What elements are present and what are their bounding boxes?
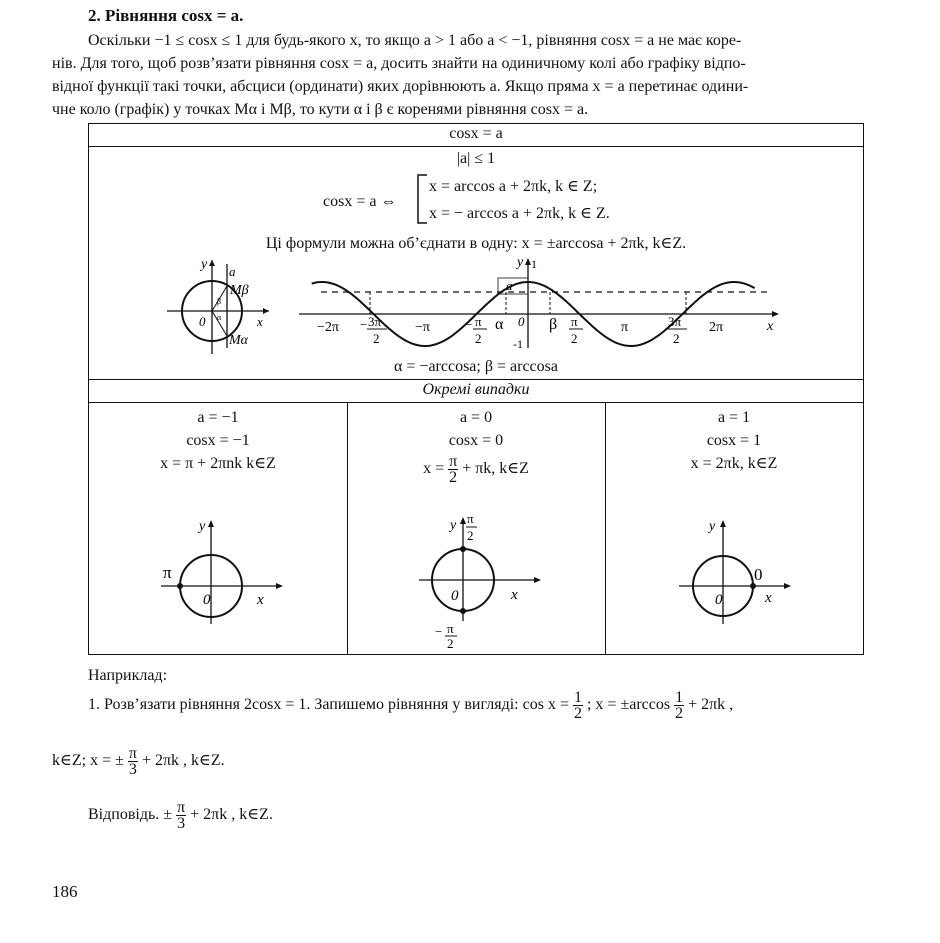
- tick-pi-num: π: [571, 314, 578, 329]
- case-equation: cosx = 1: [706, 432, 762, 449]
- cosine-graph: [297, 254, 783, 350]
- fraction-num: 1: [573, 689, 582, 706]
- x-axis-label: x: [257, 314, 263, 329]
- tick-half-den: 2: [673, 331, 680, 346]
- graph-one-label: 1: [531, 257, 537, 271]
- x-axis-label: x: [765, 590, 772, 606]
- m-beta-label: Mβ: [230, 283, 249, 298]
- tick-minus-sign: −: [360, 317, 368, 332]
- case-1: [89, 406, 347, 475]
- origin-label: 0: [715, 592, 723, 608]
- example-line-1: [88, 690, 733, 721]
- case-a-value: a = 0: [459, 409, 493, 426]
- example-text: 1. Розв’язати рівняння 2cosx = 1. Запишемо рівняння у вигляді: cos x =: [88, 696, 569, 714]
- case-2-circle: [417, 509, 547, 649]
- cos-equation-table: [88, 123, 864, 655]
- case-solution-num: π: [449, 453, 458, 470]
- case-point-top-den: 2: [467, 528, 474, 543]
- solution-line-1: x = arccos a + 2πk, k ∈ Z;: [429, 178, 598, 195]
- graph-minus-one-label: -1: [513, 337, 523, 350]
- case-3-circle: [677, 516, 807, 626]
- fraction-den: 3: [128, 761, 137, 778]
- case-solution-den: 2: [449, 469, 458, 486]
- y-axis-label: y: [450, 518, 457, 533]
- origin-label: 0: [451, 588, 459, 604]
- case-solution-post: + πk, k∈Z: [462, 460, 529, 478]
- fraction-den: 2: [573, 705, 582, 722]
- case-point-top-num: π: [467, 511, 474, 526]
- section-heading: 2. Рівняння cosx = a.: [88, 6, 244, 25]
- case-equation: cosx = 0: [448, 432, 504, 449]
- fraction-num: 1: [675, 689, 684, 706]
- special-cases-title: Окремі випадки: [422, 381, 530, 398]
- example-text: k∈Z; x = ±: [52, 752, 124, 770]
- example-label: Наприклад:: [88, 667, 168, 684]
- fraction-num: π: [128, 745, 137, 762]
- case-equation: cosx = −1: [186, 432, 250, 449]
- case-solution: x = π + 2πnk k∈Z: [160, 455, 276, 472]
- example-text: + 2πk , k∈Z.: [141, 752, 225, 770]
- case-point-bot-sign: −: [435, 624, 443, 639]
- fraction-den: 2: [675, 705, 684, 722]
- case-point-bot-den: 2: [447, 636, 454, 649]
- graph-origin-label: 0: [518, 314, 525, 329]
- m-alpha-label: Mα: [229, 333, 249, 348]
- condition: |a| ≤ 1: [456, 150, 496, 167]
- y-axis-label: y: [201, 257, 208, 272]
- case-a-value: a = −1: [197, 409, 239, 426]
- intro-line: чне коло (графік) у точках Mα і Mβ, то кути α і β є коренями рівняння cosx = a.: [52, 101, 589, 118]
- intro-paragraph: [52, 29, 864, 121]
- case-solution-pre: x =: [423, 460, 445, 478]
- answer-text: Відповідь. ±: [88, 806, 173, 824]
- graph-alpha-label: α: [495, 316, 504, 333]
- tick-minus-sign: −: [465, 317, 473, 332]
- tick-two-pi: 2π: [709, 320, 724, 335]
- case-point-label: π: [163, 563, 172, 582]
- intro-line: Оскільки −1 ≤ cosx ≤ 1 для будь-якого x, то якщо a > 1 або a < −1, рівняння cosx = a не має коре-: [88, 32, 742, 49]
- tick-minus-two-pi: −2π: [317, 320, 339, 335]
- case-solution: x = 2πk, k∈Z: [690, 455, 778, 472]
- intro-line: нів. Для того, щоб розв’язати рівняння cosx = a, досить знайти на одиничному колі або графіку відпо-: [52, 55, 746, 72]
- graph-a-label: a: [506, 278, 513, 293]
- example-line-2: [52, 746, 225, 777]
- table-header: cosx = a: [449, 125, 503, 142]
- case-point-label: 0: [754, 565, 763, 584]
- page-number: 186: [52, 882, 78, 901]
- beta-angle-label: β: [217, 297, 222, 306]
- intro-line: відної функції такі точки, абсциси (ординати) яких дорівнюють a. Якщо пряма x = a перетинає одини-: [52, 78, 749, 95]
- alpha-angle-label: α: [217, 313, 222, 322]
- tick-minus-pi: −π: [415, 320, 430, 335]
- answer-line: [88, 800, 273, 831]
- x-axis-label: x: [257, 592, 264, 608]
- y-axis-label: y: [199, 519, 206, 534]
- graph-y-label: y: [517, 255, 524, 270]
- origin-label: 0: [203, 592, 211, 608]
- solution-line-2: x = − arccos a + 2πk, k ∈ Z.: [429, 205, 610, 222]
- y-axis-label: y: [709, 519, 716, 534]
- fraction-num: π: [177, 799, 186, 816]
- case-point-bot-num: π: [447, 621, 454, 636]
- tick-half-den: 2: [475, 331, 482, 346]
- example-text: + 2πk ,: [688, 696, 734, 714]
- graph-x-label: x: [767, 319, 774, 334]
- tick-pi: π: [621, 320, 629, 335]
- x-axis-label: x: [511, 587, 518, 603]
- graph-beta-label: β: [549, 316, 558, 333]
- case-2: [347, 406, 605, 485]
- combined-formula: Ці формули можна об’єднати в одну: x = ±arccosa + 2πk, k∈Z.: [265, 235, 687, 252]
- example-text: ; x = ±arccos: [586, 696, 671, 714]
- fraction-den: 3: [177, 815, 186, 832]
- case-1-circle: [159, 516, 289, 626]
- origin-label: 0: [199, 314, 206, 329]
- tick-three-pi-num: 3π: [368, 314, 382, 329]
- tick-half-den: 2: [373, 331, 380, 346]
- a-label: a: [229, 264, 236, 279]
- alpha-beta-formula: α = −arccosa; β = arccosa: [394, 358, 558, 375]
- answer-text: + 2πk , k∈Z.: [190, 806, 273, 824]
- tick-three-pi-num: 3π: [668, 314, 682, 329]
- equivalence-lhs: cosx = a ⇔: [323, 193, 397, 210]
- bracket-icon: [415, 173, 429, 225]
- case-3: [605, 406, 863, 475]
- tick-half-den: 2: [571, 331, 578, 346]
- case-a-value: a = 1: [717, 409, 751, 426]
- tick-pi-num: π: [475, 314, 482, 329]
- unit-circle-diagram: [165, 256, 275, 356]
